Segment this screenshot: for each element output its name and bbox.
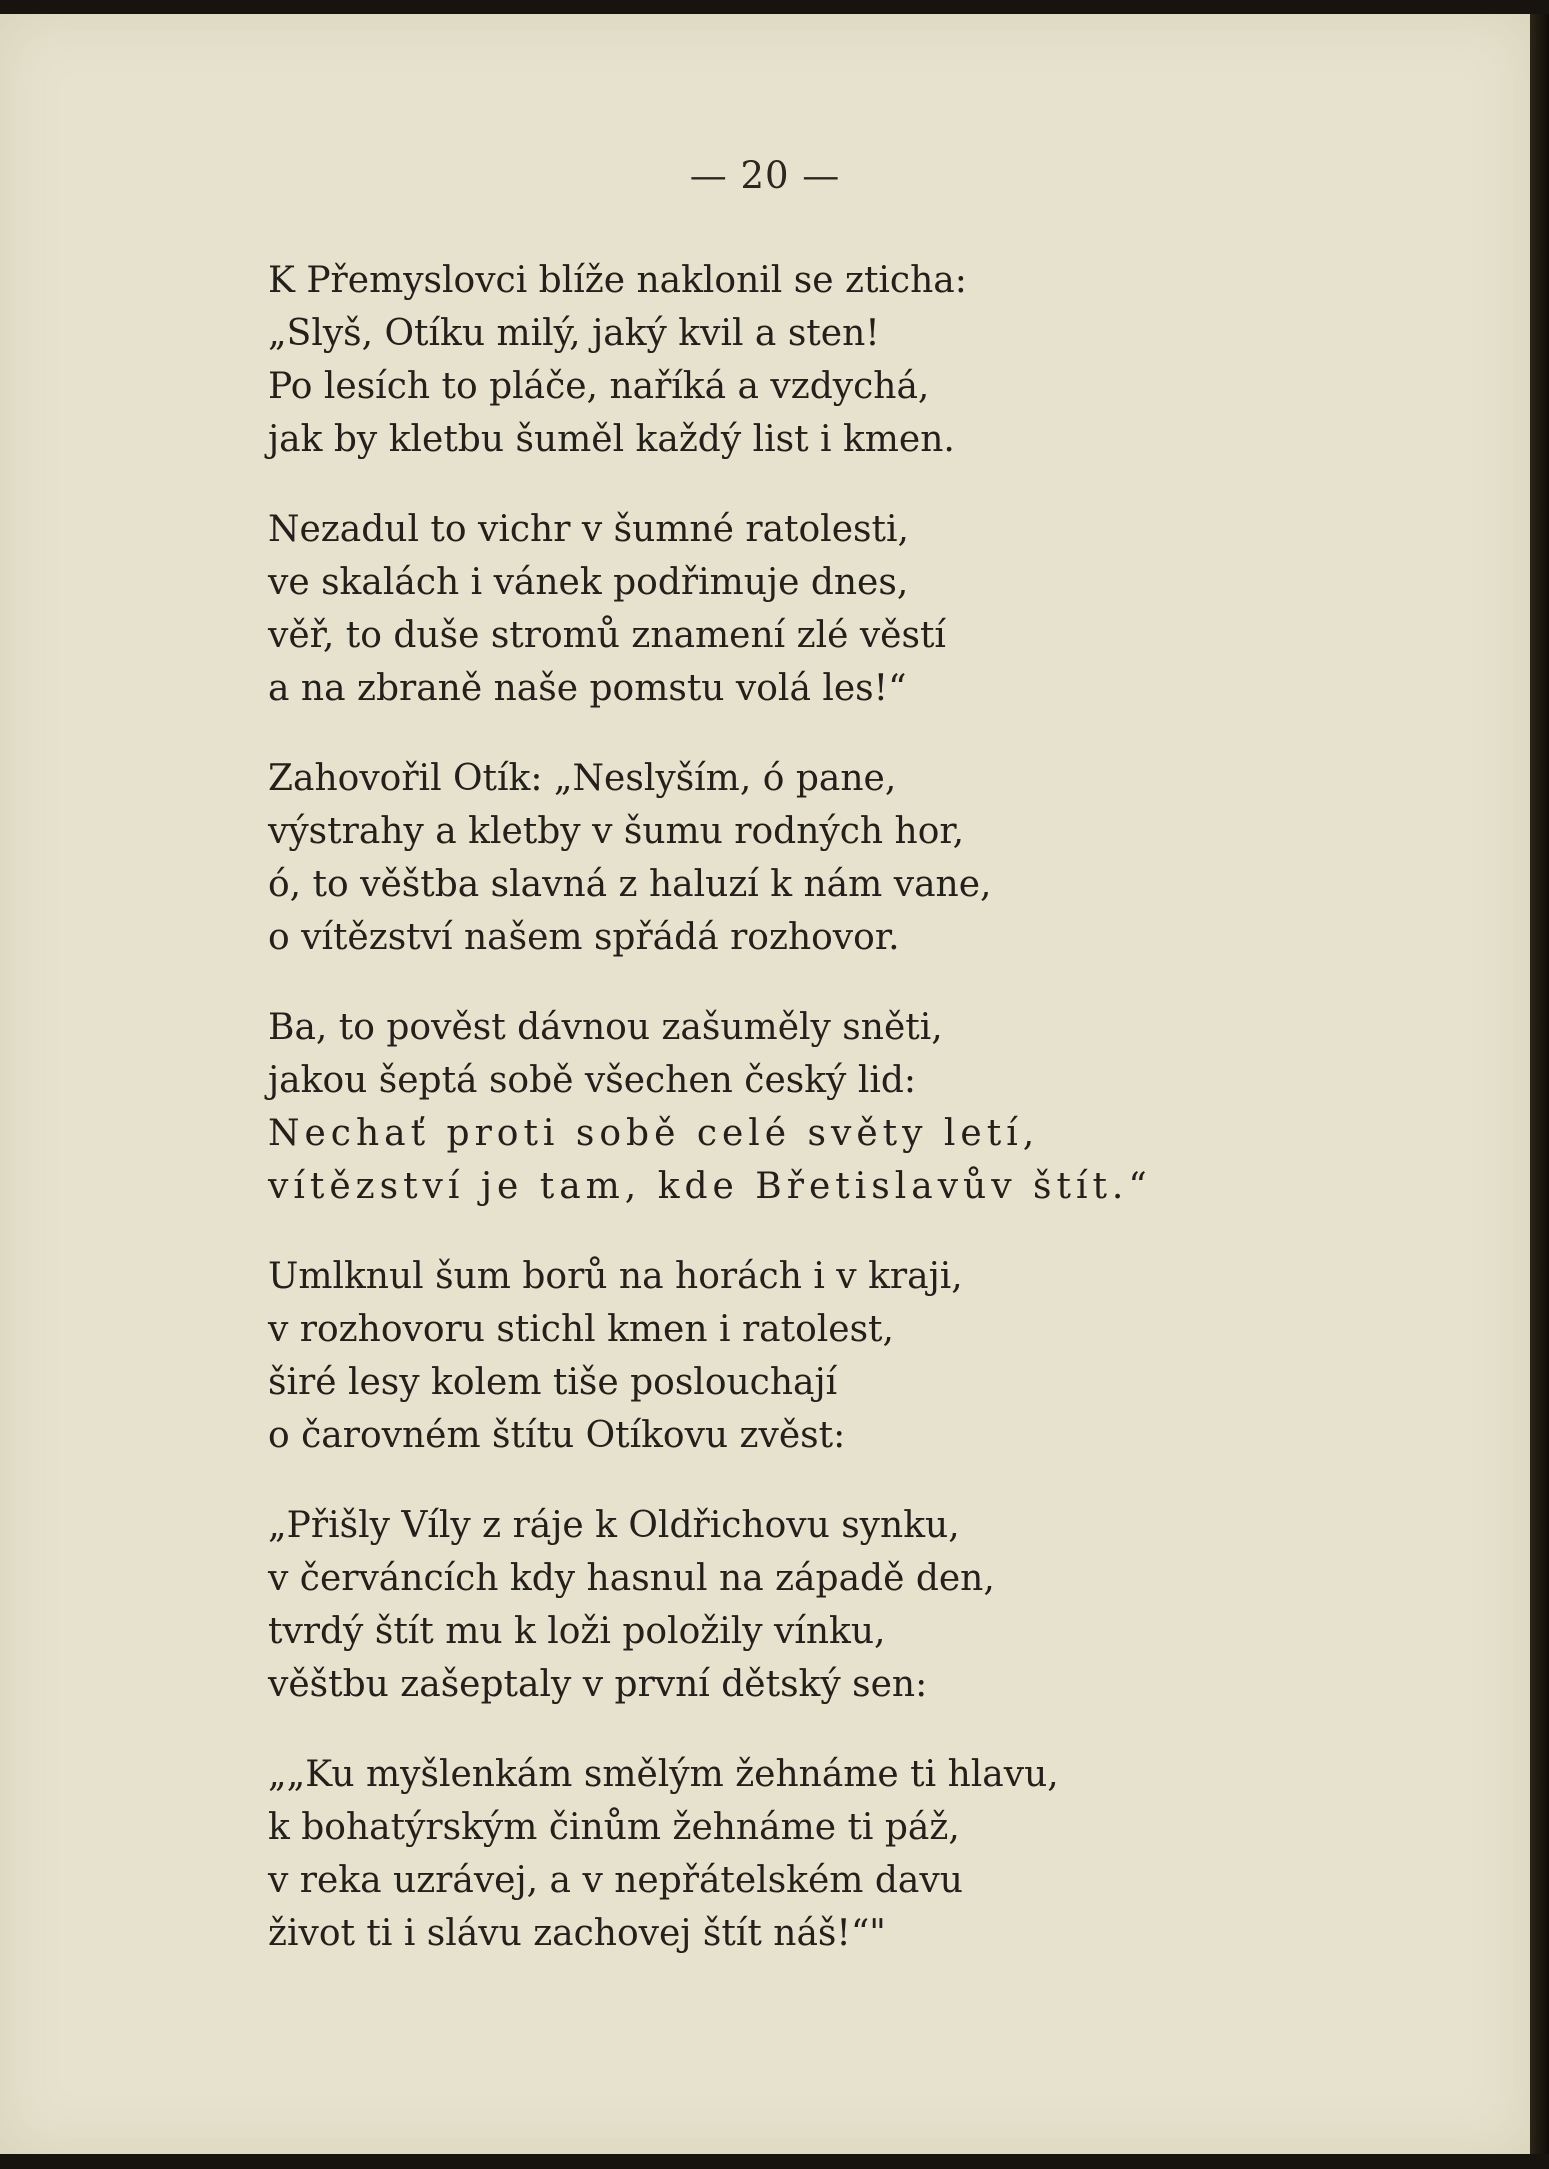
poem-line: Zahovořil Otík: „Neslyším, ó pane,	[268, 758, 897, 799]
poem	[268, 254, 1268, 1997]
poem-line: ó, to věštba slavná z haluzí k nám vane,	[268, 864, 992, 905]
poem-line: jakou šeptá sobě všechen český lid:	[268, 1060, 917, 1101]
poem-line: o vítězství našem spřádá rozhovor.	[268, 917, 900, 958]
stanza-5	[268, 1250, 1268, 1462]
poem-line-emphasized: Nechať proti sobě celé světy letí,	[268, 1113, 1040, 1154]
poem-line: o čarovném štítu Otíkovu zvěst:	[268, 1415, 846, 1456]
poem-line: Nezadul to vichr v šumné ratolesti,	[268, 509, 909, 550]
poem-line: „Přišly Víly z ráje k Oldřichovu synku,	[268, 1505, 960, 1546]
poem-line: Po lesích to pláče, naříká a vzdychá,	[268, 366, 930, 407]
poem-line: v červáncích kdy hasnul na západě den,	[268, 1558, 995, 1599]
poem-line: Ba, to pověst dávnou zašuměly sněti,	[268, 1007, 943, 1048]
stanza-6	[268, 1499, 1268, 1711]
poem-line: K Přemyslovci blíže naklonil se zticha:	[268, 260, 967, 301]
poem-line: „„Ku myšlenkám smělým žehnáme ti hlavu,	[268, 1754, 1059, 1795]
poem-line: Umlknul šum borů na horách i v kraji,	[268, 1256, 963, 1297]
book-page	[0, 14, 1530, 2154]
poem-line: věř, to duše stromů znamení zlé věstí	[268, 615, 946, 656]
book-binding-edge	[1530, 14, 1549, 2154]
stanza-4	[268, 1001, 1268, 1213]
stanza-1	[268, 254, 1268, 466]
poem-line: a na zbraně naše pomstu volá les!“	[268, 668, 907, 709]
poem-line: jak by kletbu šuměl každý list i kmen.	[268, 419, 955, 460]
stanza-7	[268, 1748, 1268, 1960]
poem-line: „Slyš, Otíku milý, jaký kvil a sten!	[268, 313, 880, 354]
poem-line: výstrahy a kletby v šumu rodných hor,	[268, 811, 965, 852]
poem-line: širé lesy kolem tiše poslouchají	[268, 1362, 838, 1403]
poem-line: věštbu zašeptaly v první dětský sen:	[268, 1664, 928, 1705]
poem-line: k bohatýrským činům žehnáme ti páž,	[268, 1807, 960, 1848]
poem-line-emphasized: vítězství je tam, kde Břetislavův štít.“	[268, 1166, 1152, 1207]
stanza-3	[268, 752, 1268, 964]
poem-line: ve skalách i vánek podřimuje dnes,	[268, 562, 909, 603]
poem-line: v reka uzrávej, a v nepřátelském davu	[268, 1860, 963, 1901]
poem-line: život ti i slávu zachovej štít náš!“"	[268, 1913, 886, 1954]
poem-line: v rozhovoru stichl kmen i ratolest,	[268, 1309, 894, 1350]
stanza-2	[268, 503, 1268, 715]
poem-line: tvrdý štít mu k loži položily vínku,	[268, 1611, 886, 1652]
page-number: — 20 —	[689, 154, 841, 197]
